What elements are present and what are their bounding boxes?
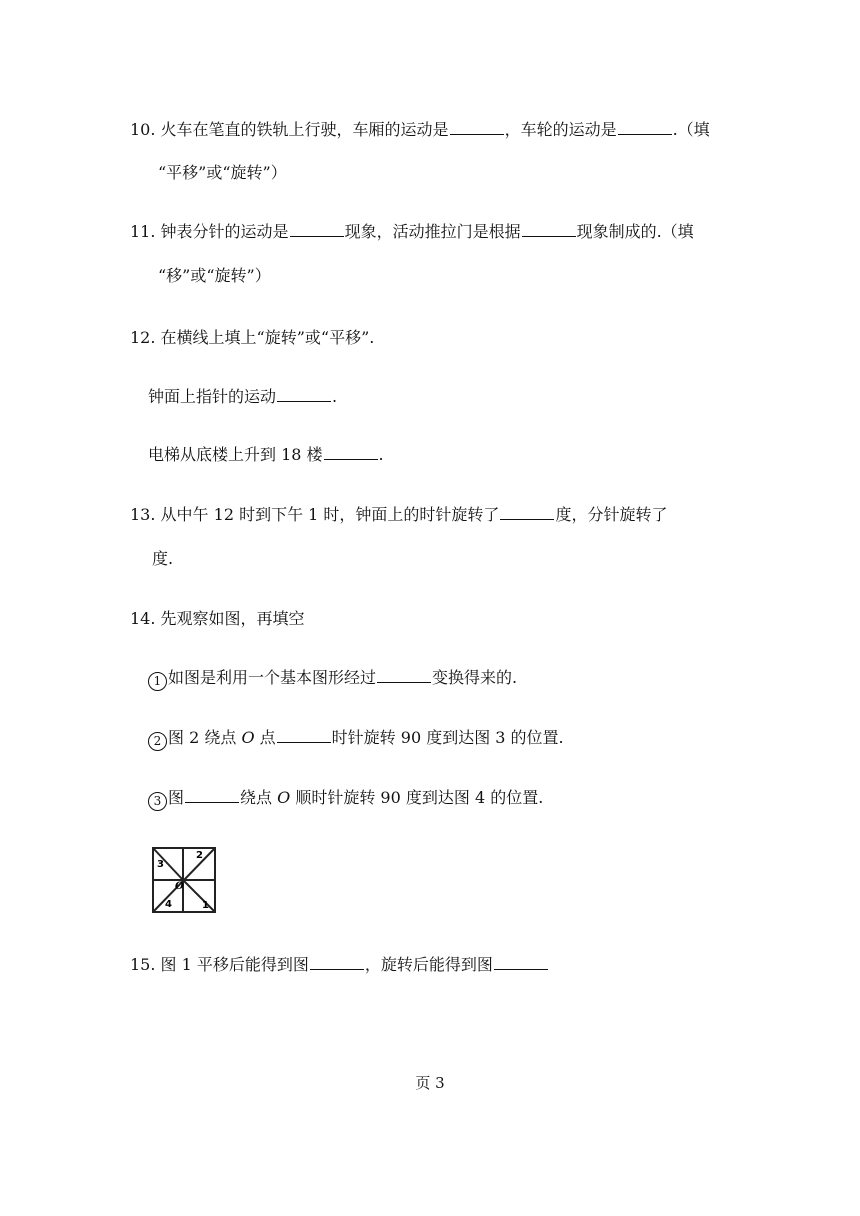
circled-number: 3 bbox=[148, 792, 167, 811]
answer-blank[interactable] bbox=[450, 120, 504, 135]
question-13 bbox=[130, 505, 667, 525]
question-14 bbox=[130, 609, 305, 629]
question-text: 度. bbox=[152, 549, 174, 568]
circled-number: 2 bbox=[148, 732, 167, 751]
figure-label-4: 4 bbox=[165, 899, 172, 910]
question-text: 电梯从底楼上升到 18 楼 bbox=[148, 445, 323, 464]
question-text: 如图是利用一个基本图形经过 bbox=[168, 668, 377, 687]
question-14-item-1 bbox=[148, 668, 517, 691]
question-text: 钟表分针的运动是 bbox=[160, 222, 289, 241]
question-12-line-2 bbox=[148, 445, 384, 465]
question-12-line-1 bbox=[148, 387, 337, 407]
question-text: 图 bbox=[168, 788, 185, 807]
question-15 bbox=[130, 955, 549, 975]
question-text: .（填 bbox=[672, 120, 710, 139]
question-10-continuation bbox=[158, 163, 287, 183]
question-number: 15. bbox=[130, 955, 156, 974]
question-11-continuation bbox=[158, 266, 271, 286]
question-text: 钟面上指针的运动 bbox=[148, 387, 277, 406]
question-text: 先观察如图，再填空 bbox=[160, 609, 305, 628]
question-14-item-2 bbox=[148, 728, 564, 751]
answer-blank[interactable] bbox=[185, 788, 239, 803]
question-text: 在横线上填上“旋转”或“平移”. bbox=[160, 328, 375, 347]
question-13-continuation bbox=[152, 549, 173, 569]
point-label: O bbox=[241, 728, 255, 747]
question-text: ，车轮的运动是 bbox=[504, 120, 617, 139]
answer-blank[interactable] bbox=[290, 222, 344, 237]
answer-blank[interactable] bbox=[500, 505, 554, 520]
question-text: 绕点 bbox=[240, 788, 278, 807]
circled-number: 1 bbox=[148, 672, 167, 691]
answer-blank[interactable] bbox=[277, 387, 331, 402]
answer-blank[interactable] bbox=[494, 955, 548, 970]
question-number: 13. bbox=[130, 505, 156, 524]
question-text: ，旋转后能得到图 bbox=[364, 955, 493, 974]
answer-blank[interactable] bbox=[277, 728, 331, 743]
answer-blank[interactable] bbox=[310, 955, 364, 970]
pinwheel-figure bbox=[148, 845, 218, 915]
answer-blank[interactable] bbox=[522, 222, 576, 237]
question-text: 现象，活动推拉门是根据 bbox=[344, 222, 521, 241]
figure-label-3: 3 bbox=[157, 859, 164, 870]
question-text: 火车在笔直的铁轨上行驶，车厢的运动是 bbox=[160, 120, 449, 139]
question-text: 图 1 平移后能得到图 bbox=[160, 955, 309, 974]
answer-blank[interactable] bbox=[618, 120, 672, 135]
figure-label-1: 1 bbox=[202, 900, 209, 911]
question-12 bbox=[130, 328, 374, 348]
question-text: 图 2 绕点 bbox=[168, 728, 242, 747]
question-number: 11. bbox=[130, 222, 156, 241]
question-text: 现象制成的.（填 bbox=[576, 222, 694, 241]
figure-label-o: O bbox=[175, 881, 184, 892]
question-text: “平移”或“旋转”） bbox=[158, 163, 287, 182]
point-label: O bbox=[277, 788, 291, 807]
question-text: 顺时针旋转 90 度到达图 4 的位置. bbox=[290, 788, 544, 807]
period: . bbox=[378, 445, 384, 464]
question-10 bbox=[130, 120, 710, 140]
page-number: 页 3 bbox=[415, 1074, 445, 1092]
question-14-item-3 bbox=[148, 788, 543, 811]
question-text: 变换得来的. bbox=[432, 668, 518, 687]
question-text: “移”或“旋转”） bbox=[158, 266, 271, 285]
figure-label-2: 2 bbox=[196, 850, 203, 861]
question-text: 时针旋转 90 度到达图 3 的位置. bbox=[331, 728, 564, 747]
question-text: 从中午 12 时到下午 1 时，钟面上的时针旋转了 bbox=[160, 505, 500, 524]
answer-blank[interactable] bbox=[324, 445, 378, 460]
question-11 bbox=[130, 222, 694, 242]
question-text: 度，分针旋转了 bbox=[555, 505, 668, 524]
period: . bbox=[332, 387, 338, 406]
answer-blank[interactable] bbox=[377, 668, 431, 683]
question-number: 14. bbox=[130, 609, 156, 628]
question-number: 12. bbox=[130, 328, 156, 347]
question-text: 点 bbox=[254, 728, 276, 747]
question-number: 10. bbox=[130, 120, 156, 139]
